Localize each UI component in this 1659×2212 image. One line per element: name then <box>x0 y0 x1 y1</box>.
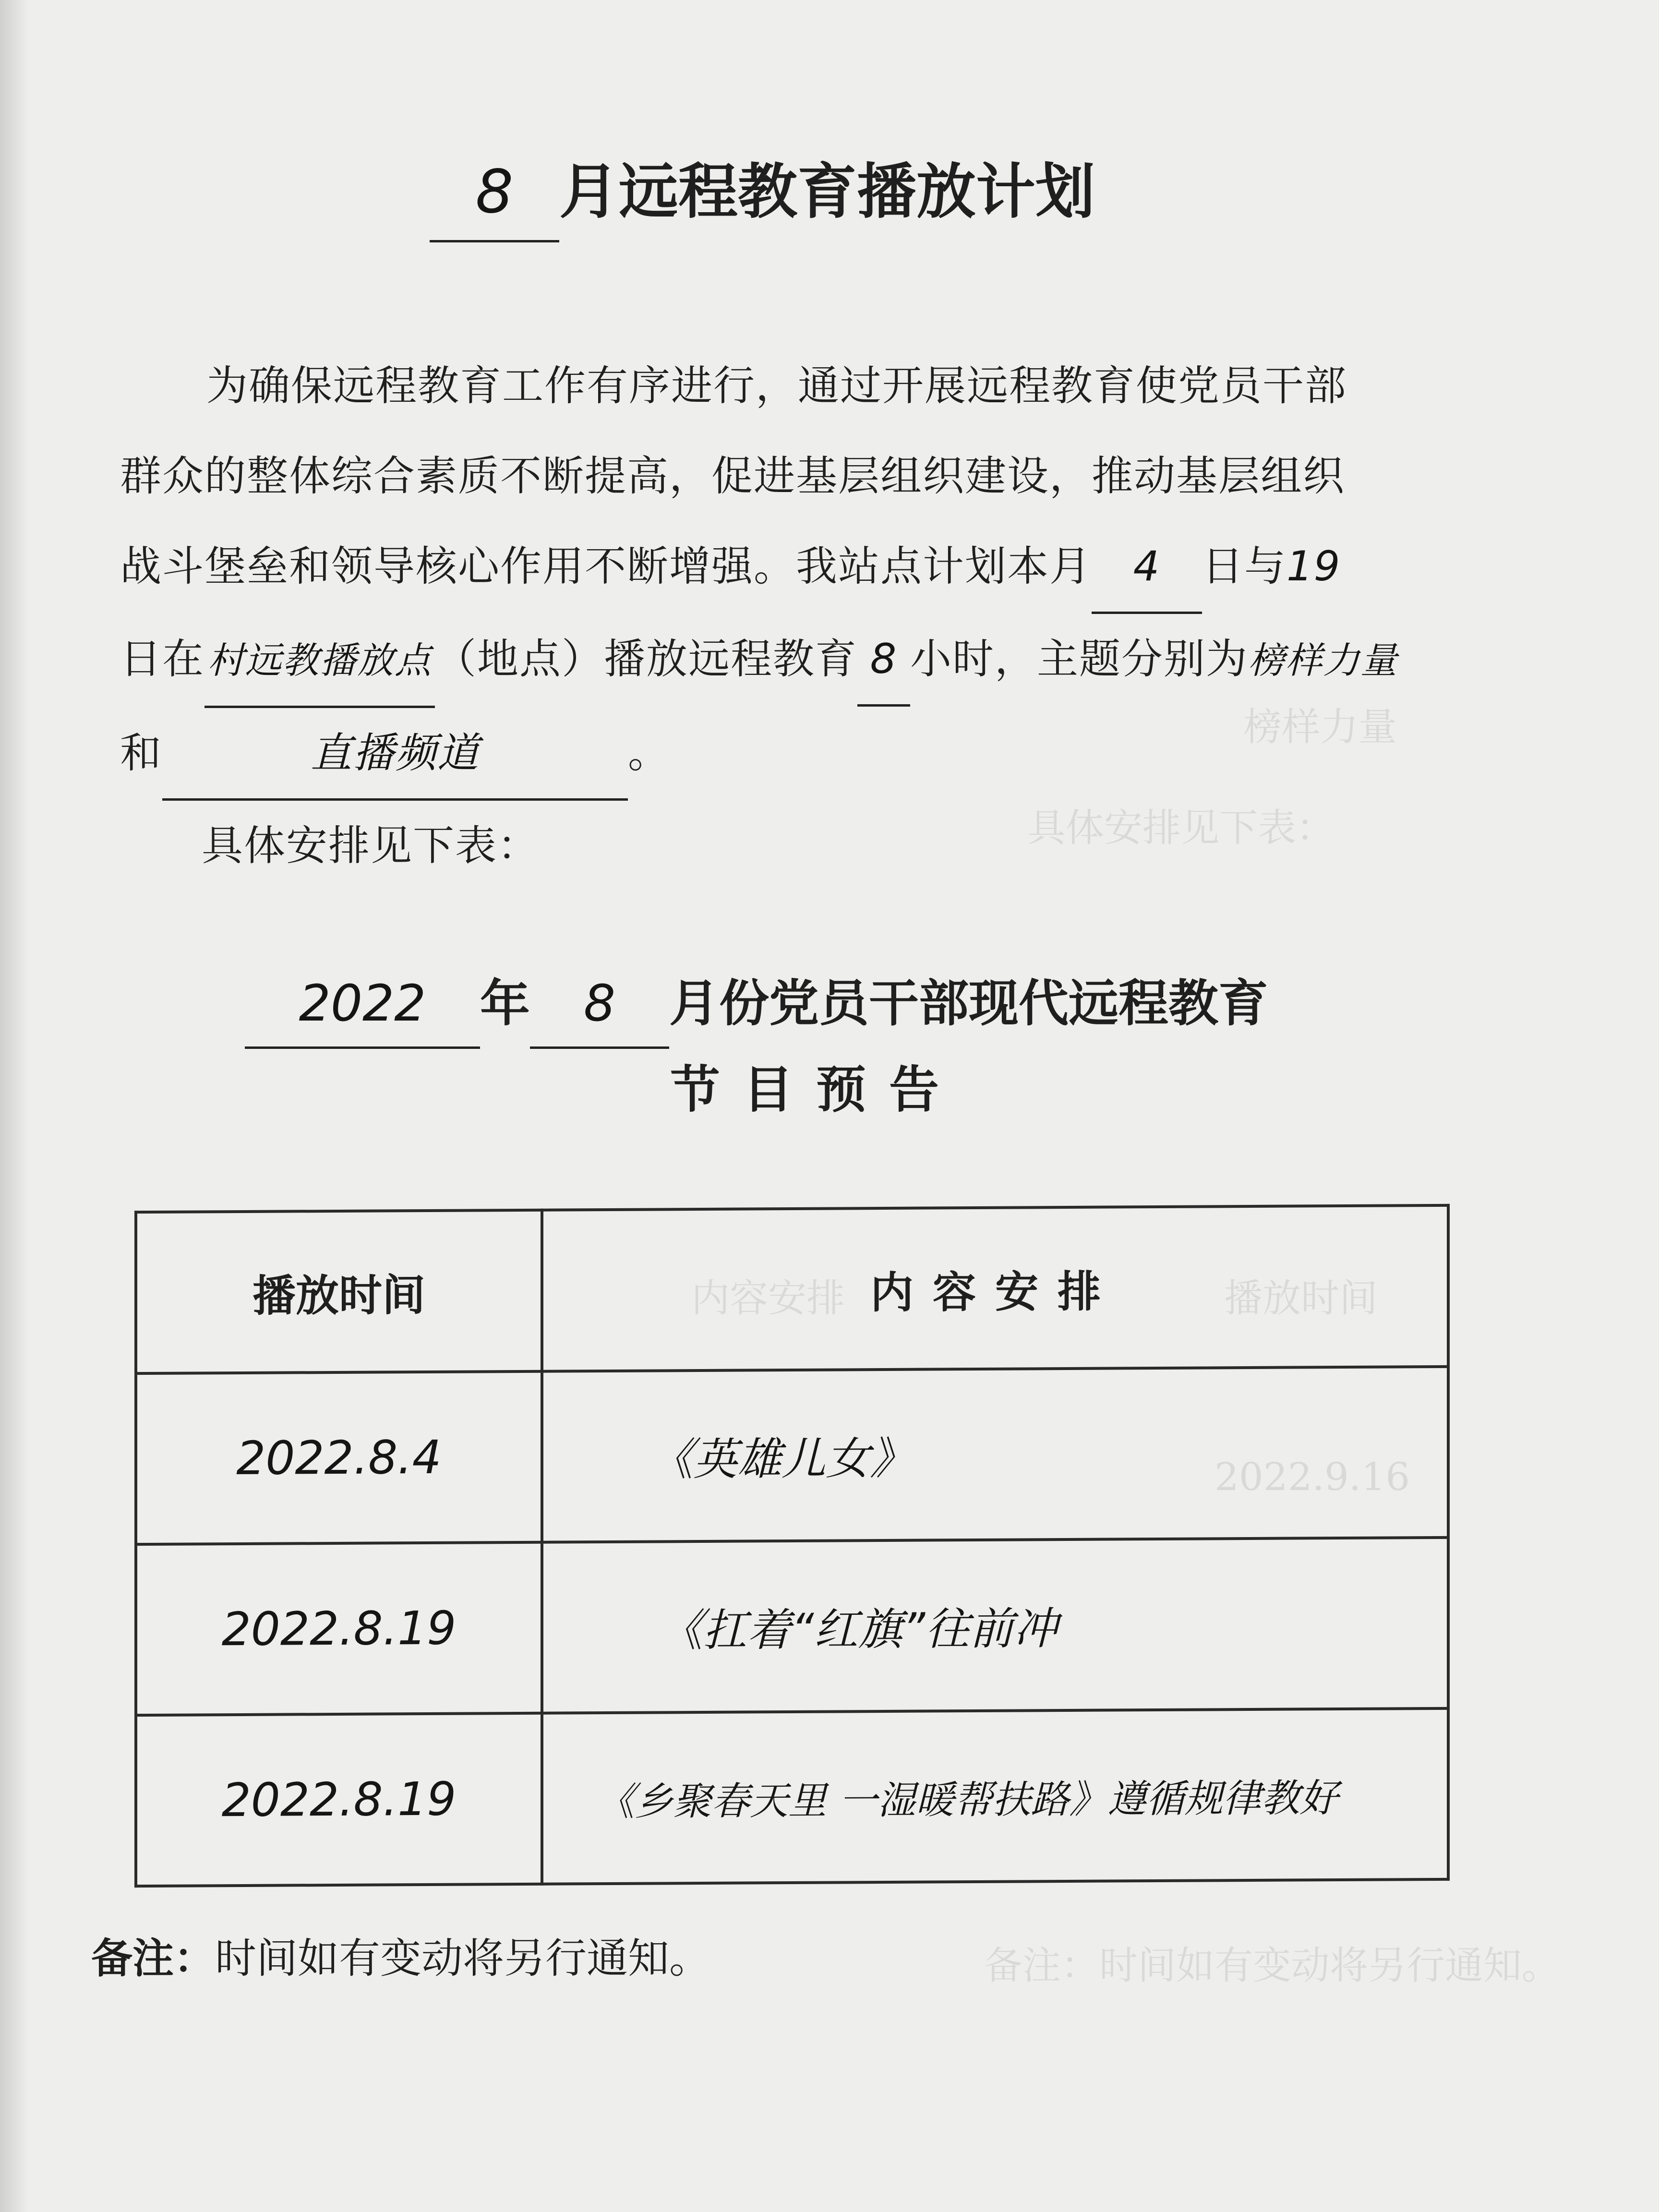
hours-blank <box>857 614 910 707</box>
intro-line-2: 群众的整体综合素质不断提高，促进基层组织建设，推动基层组织 <box>120 452 1345 500</box>
intro-line-4 <box>120 614 1531 708</box>
row-date: 2022.8.19 <box>136 1542 542 1715</box>
title-text: 月远程教育播放计划 <box>559 157 1095 227</box>
table-row <box>136 1708 1448 1886</box>
intro-line-6: 具体安排见下表： <box>202 822 540 870</box>
col-header-time: 播放时间 <box>136 1210 542 1373</box>
bleed-text: 播放时间 <box>1224 1276 1378 1321</box>
year-suffix: 年 <box>480 974 530 1033</box>
table-row <box>136 1367 1448 1544</box>
day1-blank <box>1092 521 1202 614</box>
footnote-label: 备注： <box>91 1935 215 1983</box>
intro-line-3-b: 日与 <box>1202 542 1286 590</box>
theme2-value: 直播频道 <box>311 729 480 777</box>
row-date: 2022.8.4 <box>136 1371 542 1544</box>
col-header-content: 内容安排 <box>542 1205 1448 1371</box>
row-content: 《乡聚春天里 一湿暖帮扶路》遵循规律教好 <box>542 1708 1448 1884</box>
hours-value: 8 <box>870 635 898 683</box>
title-month-value: 8 <box>475 157 514 227</box>
place-blank <box>204 614 435 708</box>
year-value: 2022 <box>299 974 426 1033</box>
theme2-blank <box>162 708 628 801</box>
table-header-row <box>136 1205 1448 1373</box>
intro-line-5-a: 和 <box>120 729 162 777</box>
theme1-value: 榜样力量 <box>1248 639 1398 682</box>
day2-value: 19 <box>1286 542 1341 590</box>
footnote-text: 时间如有变动将另行通知。 <box>215 1935 710 1983</box>
year-blank <box>245 960 480 1049</box>
bleed-text: 具体安排见下表： <box>1027 805 1334 850</box>
table-row <box>136 1538 1448 1715</box>
heading-rest: 月份党员干部现代远程教育 <box>669 974 1269 1033</box>
bleed-text: 2022.9.16 <box>1214 1455 1410 1499</box>
footnote <box>91 1925 1051 1992</box>
row-content: 《英雄儿女》 <box>542 1367 1448 1542</box>
day1-value: 4 <box>1133 542 1161 590</box>
intro-line-4-c: 小时，主题分别为 <box>910 635 1248 683</box>
intro-line-3 <box>120 521 1531 614</box>
bleed-text: 榜样力量 <box>1243 705 1397 749</box>
month-blank <box>530 960 669 1049</box>
schedule-subheading: 节目预告 <box>670 1060 962 1119</box>
intro-line-5 <box>120 708 1531 801</box>
place-value: 村远教播放点 <box>207 639 432 682</box>
intro-line-5-b: 。 <box>628 729 670 777</box>
page-edge-shadow <box>0 0 29 2212</box>
title-month-blank <box>430 144 559 242</box>
intro-paragraph <box>120 341 1531 891</box>
page-title <box>430 144 1246 240</box>
month-value: 8 <box>583 974 616 1033</box>
row-date: 2022.8.19 <box>136 1713 542 1886</box>
intro-line-4-a: 日在 <box>120 635 204 683</box>
intro-line-3-a: 战斗堡垒和领导核心作用不断增强。我站点计划本月 <box>120 542 1092 590</box>
schedule-table <box>134 1204 1450 1887</box>
intro-line-4-b: （地点）播放远程教育 <box>435 635 857 683</box>
schedule-heading <box>245 960 1426 1049</box>
row-content: 《扛着“红旗”往前冲 <box>542 1538 1448 1713</box>
bleed-text: 备注：时间如有变动将另行通知。 <box>984 1943 1560 1988</box>
intro-line-1: 为确保远程教育工作有序进行，通过开展远程教育使党员干部 <box>206 362 1347 410</box>
bleed-text: 内容安排 <box>691 1276 845 1321</box>
